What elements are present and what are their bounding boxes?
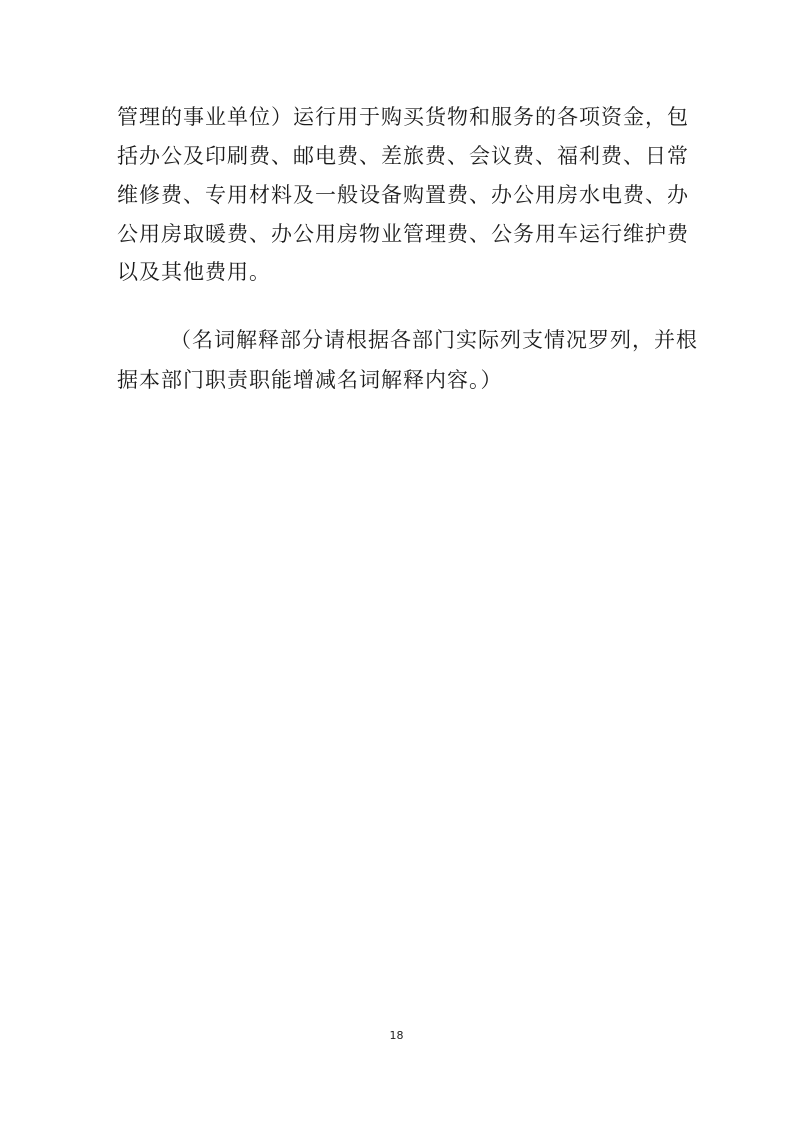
text-line: 管理的事业单位）运行用于购买货物和服务的各项资金，包 xyxy=(117,105,689,129)
page-number: 18 xyxy=(389,1029,404,1042)
text-line: 以及其他费用。 xyxy=(117,260,271,284)
text-line: 括办公及印刷费、邮电费、差旅费、会议费、福利费、日常 xyxy=(117,144,689,168)
text-line: 据本部门职责职能增减名词解释内容。） xyxy=(117,368,503,392)
text-line: （名词解释部分请根据各部门实际列支情况罗列，并根 xyxy=(170,328,698,352)
text-line: 维修费、专用材料及一般设备购置费、办公用房水电费、办 xyxy=(117,183,689,207)
text-line: 公用房取暖费、办公用房物业管理费、公务用车运行维护费 xyxy=(117,222,689,246)
